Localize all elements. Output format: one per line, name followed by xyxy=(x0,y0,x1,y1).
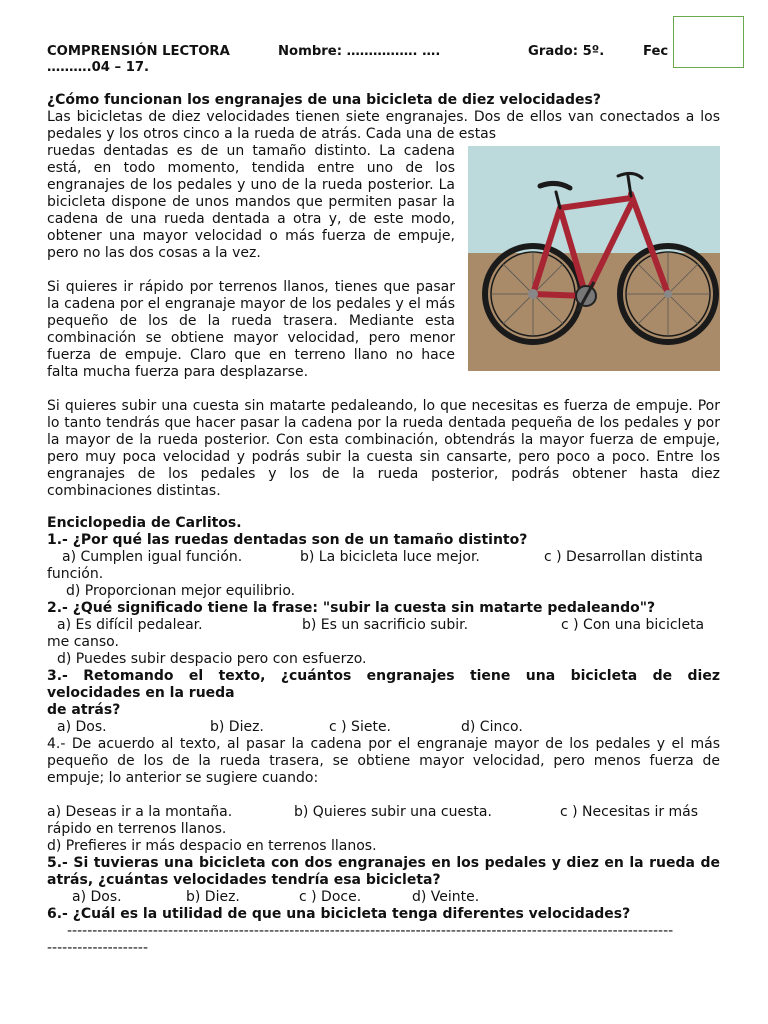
name-field: Nombre: ……………. …. xyxy=(278,44,441,59)
q5-option-c: c ) Doce. xyxy=(299,889,362,905)
reading-question: ¿Cómo funcionan los engranajes de una bicicleta de diez velocidades? xyxy=(47,92,601,108)
question-6: 6.- ¿Cuál es la utilidad de que una bicicleta tenga diferentes velocidades? xyxy=(47,906,631,922)
q2-option-c: c ) Con una bicicleta xyxy=(561,617,705,633)
reading-paragraph-2: Si quieres ir rápido por terrenos llanos, tienes que pasar la cadena por el engranaje mayor de los pedales y el más pequeño de los de la rueda trasera. Mediante esta combinación se obtiene mayor velocidad, pero menor fuerza de empuje. Claro que en terreno llano no hace falta mucha fuerza para desplazarse. xyxy=(47,279,455,380)
reading-paragraph-1-wrap: ruedas dentadas es de un tamaño distinto. La cadena está, en todo momento, tendida entre uno de los engranajes de los pedales y uno de la rueda posterior. La bicicleta dispone de unos mandos que permiten pasar la cadena de una rueda dentada a otra y, de este modo, obtener una mayor velocidad o más fuerza de empuje, pero no las dos cosas a la vez. xyxy=(47,143,455,261)
question-3-line-2: velocidades en la rueda xyxy=(47,685,235,701)
question-3-line-3: de atrás? xyxy=(47,702,121,718)
q5-option-b: b) Diez. xyxy=(186,889,240,905)
q1-option-d: d) Proporcionan mejor equilibrio. xyxy=(66,583,296,599)
q4-option-d: d) Prefieres ir más despacio en terrenos llanos. xyxy=(47,838,377,854)
answer-line-2[interactable]: -------------------- xyxy=(47,940,149,956)
q2-option-d: d) Puedes subir despacio pero con esfuerzo. xyxy=(57,651,367,667)
q4-option-a: a) Deseas ir a la montaña. xyxy=(47,804,233,820)
q1-option-c: c ) Desarrollan distinta xyxy=(544,549,703,565)
q1-option-b: b) La bicicleta luce mejor. xyxy=(300,549,480,565)
question-1: 1.- ¿Por qué las ruedas dentadas son de un tamaño distinto? xyxy=(47,532,528,548)
question-3-line-1: 3.- Retomando el texto, ¿cuántos engranajes tiene una bicicleta de diez xyxy=(47,668,720,684)
q2-option-c-cont: me canso. xyxy=(47,634,119,650)
answer-line-1[interactable]: ------------------------------------------------------------------------------------------------------------------------ xyxy=(67,923,674,939)
grade-box xyxy=(673,16,744,68)
reading-paragraph-1-top: Las bicicletas de diez velocidades tienen siete engranajes. Dos de ellos van conectados a los pedales y los otros cinco a la rueda de atrás. Cada una de estas xyxy=(47,109,720,142)
grade-field: Grado: 5º. xyxy=(528,44,605,59)
q3-option-c: c ) Siete. xyxy=(329,719,392,735)
q4-option-c: c ) Necesitas ir más xyxy=(560,804,699,820)
q5-option-a: a) Dos. xyxy=(72,889,122,905)
question-2: 2.- ¿Qué significado tiene la frase: "subir la cuesta sin matarte pedaleando"? xyxy=(47,600,656,616)
q1-option-a: a) Cumplen igual función. xyxy=(62,549,243,565)
q2-option-a: a) Es difícil pedalear. xyxy=(57,617,203,633)
q4-option-c-cont: rápido en terrenos llanos. xyxy=(47,821,227,837)
question-4: 4.- De acuerdo al texto, al pasar la cadena por el engranaje mayor de los pedales y el más pequeño de los de la rueda trasera, se obtiene mayor velocidad, pero menos fuerza de empuje; lo anterior se sugiere cuando: xyxy=(47,736,720,786)
bicycle-image xyxy=(468,146,720,371)
q5-option-d: d) Veinte. xyxy=(412,889,480,905)
reading-paragraph-3: Si quieres subir una cuesta sin matarte pedaleando, lo que necesitas es fuerza de empuje. Por lo tanto tendrás que hacer pasar la cadena por la rueda dentada pequeña de los pedales y por la mayor de la rueda posterior. Con esta combinación, obtendrás la mayor fuerza de empuje, pero muy poca velocidad y podrás subir la cuesta sin cansarte, pero poco a poco. Entre los engranajes de los pedales y los de la rueda posterior, podrás obtener hasta diez combinaciones distintas. xyxy=(47,398,720,499)
q1-option-c-cont: función. xyxy=(47,566,104,582)
question-5: 5.- Si tuvieras una bicicleta con dos engranajes en los pedales y diez en la rueda de atrás, ¿cuántas velocidades tendría esa bicicleta? xyxy=(47,855,720,888)
q3-option-b: b) Diez. xyxy=(210,719,264,735)
date-field: ……….04 – 17. xyxy=(47,60,150,75)
q3-option-a: a) Dos. xyxy=(57,719,107,735)
q3-option-d: d) Cinco. xyxy=(461,719,523,735)
date-label: Fec xyxy=(643,44,669,59)
q2-option-b: b) Es un sacrificio subir. xyxy=(302,617,469,633)
worksheet-title: COMPRENSIÓN LECTORA xyxy=(47,44,230,59)
reading-source: Enciclopedia de Carlitos. xyxy=(47,515,242,531)
q4-option-b: b) Quieres subir una cuesta. xyxy=(294,804,492,820)
